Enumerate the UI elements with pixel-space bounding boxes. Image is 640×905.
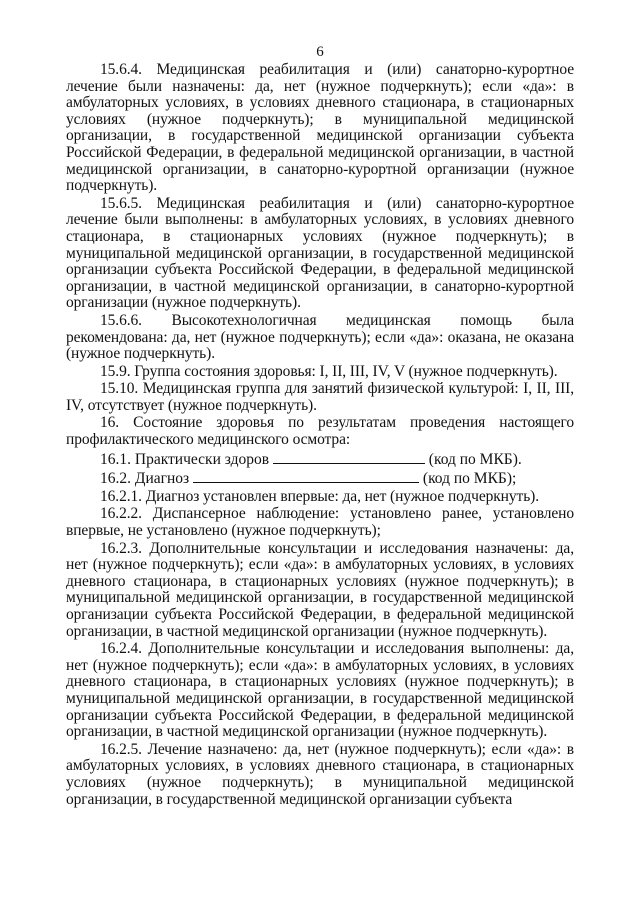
line-16-1 xyxy=(66,450,574,469)
paragraph-16-2-4: 16.2.4. Дополнительные консультации и исследования выполнены: да, нет (нужное подчеркнуть); если «да»: в амбулаторных условиях, в условиях дневного стационара, в стационарных условиях (нужное подчеркнуть); в муниципальной медицинской организации, в государственной медицинской организации субъекта Российской Федерации, в федеральной медицинской организации, в частной медицинской организации (нужное подчеркнуть). xyxy=(66,640,574,741)
line-16-1-suffix: (код по МКБ). xyxy=(428,450,522,468)
paragraph-15-9: 15.9. Группа состояния здоровья: I, II, III, IV, V (нужное подчеркнуть). xyxy=(100,362,558,380)
paragraph-15-6-4: 15.6.4. Медицинская реабилитация и (или) санаторно-курортное лечение были назначены: да, нет (нужное подчеркнуть); если «да»: в амбулаторных условиях, в условиях дневного стационара, в стационарных условиях (нужное подчеркнуть); в муниципальной медицинской организации, в государственной медицинской организации субъекта Российской Федерации, в федеральной медицинской организации, в частной медицинской организации, в санаторно-курортной организации (нужное подчеркнуть). xyxy=(66,61,574,195)
paragraph-16-2-3: 16.2.3. Дополнительные консультации и исследования назначены: да, нет (нужное подчеркнуть); если «да»: в амбулаторных условиях, в условиях дневного стационара, в стационарных условиях (нужное подчеркнуть); в муниципальной медицинской организации, в государственной медицинской организации субъекта Российской Федерации, в федеральной медицинской организации, в частной медицинской организации (нужное подчеркнуть). xyxy=(66,539,574,640)
paragraph-16-2-2: 16.2.2. Диспансерное наблюдение: установлено ранее, установлено впервые, не установлено (нужное подчеркнуть); xyxy=(66,505,574,540)
line-16-2 xyxy=(66,469,574,488)
paragraph-16-2-5: 16.2.5. Лечение назначено: да, нет (нужное подчеркнуть); если «да»: в амбулаторных условиях, в условиях дневного стационара, в стационарных условиях (нужное подчеркнуть); в муниципальной медицинской организации, в государственной медицинской организации субъекта xyxy=(66,740,574,808)
blank-field-16-1 xyxy=(273,450,425,464)
line-16-1-label: 16.1. Практически здоров xyxy=(100,450,270,468)
line-16-2-suffix: (код по МКБ); xyxy=(422,470,517,488)
page-number: 6 xyxy=(316,44,324,60)
paragraph-16-2-1: 16.2.1. Диагноз установлен впервые: да, нет (нужное подчеркнуть). xyxy=(100,487,540,505)
line-16-2-label: 16.2. Диагноз xyxy=(100,470,190,488)
paragraph-15-10: 15.10. Медицинская группа для занятий физической культурой: I, II, III, IV, отсутствует (нужное подчеркнуть). xyxy=(66,380,574,414)
paragraph-16: 16. Состояние здоровья по результатам проведения настоящего профилактического медицинского осмотра: xyxy=(66,414,574,449)
paragraph-15-6-6: 15.6.6. Высокотехнологичная медицинская помощь была рекомендована: да, нет (нужное подчеркнуть); если «да»: оказана, не оказана (нужное подчеркнуть). xyxy=(66,311,574,363)
paragraph-15-6-5: 15.6.5. Медицинская реабилитация и (или) санаторно-курортное лечение были выполнены: в амбулаторных условиях, в условиях дневного стационара, в стационарных условиях (нужное подчеркнуть); в муниципальной медицинской организации, в государственной медицинской организации субъекта Российской Федерации, в федеральной медицинской организации, в частной медицинской организации, в санаторно-курортной организации (нужное подчеркнуть). xyxy=(66,194,574,312)
blank-field-16-2 xyxy=(193,469,419,483)
